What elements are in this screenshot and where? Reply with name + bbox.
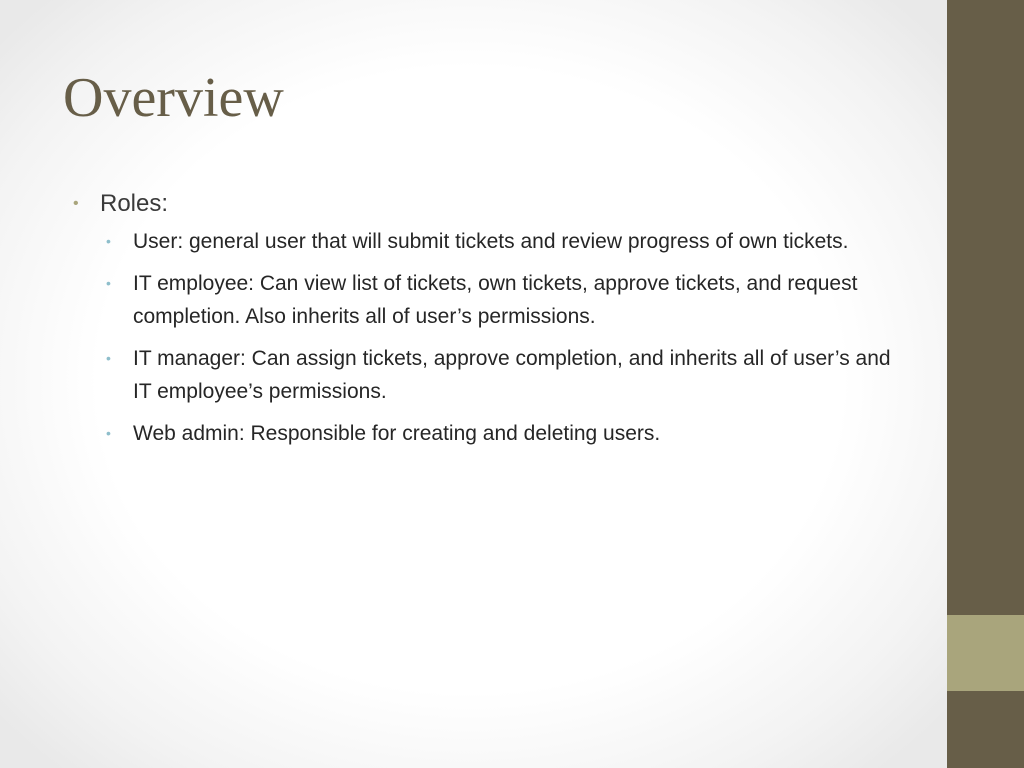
side-bar-accent <box>947 615 1024 691</box>
list-item-text: IT manager: Can assign tickets, approve completion, and inherits all of user’s and IT employee’s permissions. <box>133 347 891 403</box>
slide-title: Overview <box>63 67 284 129</box>
list-item <box>106 225 893 258</box>
bullet-roles <box>73 186 893 222</box>
roles-list <box>106 225 893 450</box>
list-item <box>106 267 893 333</box>
list-item <box>106 342 893 408</box>
list-item-text: IT employee: Can view list of tickets, own tickets, approve tickets, and request completion. Also inherits all of user’s permissions. <box>133 272 858 328</box>
slide-content <box>73 186 893 459</box>
bullet-icon: • <box>106 425 111 441</box>
list-item <box>106 417 893 450</box>
bullet-icon: • <box>106 233 111 249</box>
bullet-roles-label: Roles: <box>100 190 169 217</box>
list-item-text: User: general user that will submit tickets and review progress of own tickets. <box>133 230 849 253</box>
bullet-icon: • <box>73 195 79 212</box>
list-item-text: Web admin: Responsible for creating and deleting users. <box>133 422 661 445</box>
bullet-icon: • <box>106 350 111 366</box>
bullet-icon: • <box>106 275 111 291</box>
